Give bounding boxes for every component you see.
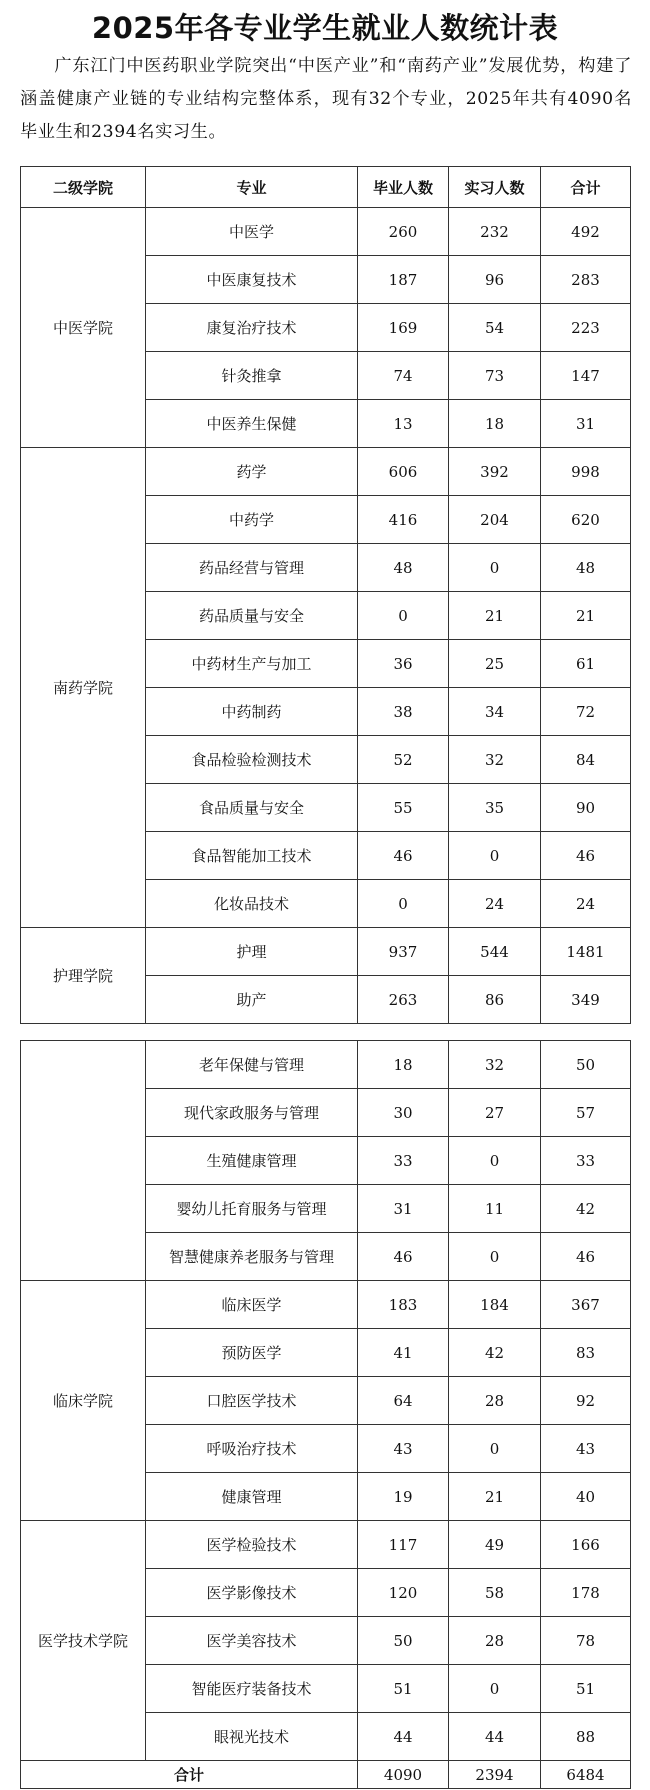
interns-cell: 27 [449, 1089, 541, 1137]
interns-cell: 204 [449, 496, 541, 544]
total-cell: 223 [541, 304, 631, 352]
total-cell: 50 [541, 1041, 631, 1089]
total-cell: 90 [541, 784, 631, 832]
major-cell: 口腔医学技术 [146, 1377, 358, 1425]
major-cell: 智慧健康养老服务与管理 [146, 1233, 358, 1281]
college-cell: 南药学院 [21, 448, 146, 928]
total-cell: 88 [541, 1713, 631, 1761]
interns-cell: 544 [449, 928, 541, 976]
graduates-cell: 55 [358, 784, 449, 832]
interns-cell: 34 [449, 688, 541, 736]
interns-cell: 18 [449, 400, 541, 448]
table-header-row [21, 167, 631, 208]
total-cell: 367 [541, 1281, 631, 1329]
major-cell: 中医康复技术 [146, 256, 358, 304]
total-cell: 46 [541, 832, 631, 880]
header-total: 合计 [541, 167, 631, 208]
total-cell: 492 [541, 208, 631, 256]
major-cell: 医学影像技术 [146, 1569, 358, 1617]
interns-cell: 58 [449, 1569, 541, 1617]
intro-paragraph [20, 50, 632, 149]
total-cell: 57 [541, 1089, 631, 1137]
table-row [21, 448, 631, 496]
major-cell: 智能医疗装备技术 [146, 1665, 358, 1713]
graduates-cell: 120 [358, 1569, 449, 1617]
header-college: 二级学院 [21, 167, 146, 208]
header-interns: 实习人数 [449, 167, 541, 208]
interns-cell: 86 [449, 976, 541, 1024]
college-cell: 医学技术学院 [21, 1521, 146, 1761]
major-cell: 健康管理 [146, 1473, 358, 1521]
total-cell: 1481 [541, 928, 631, 976]
interns-cell: 35 [449, 784, 541, 832]
total-cell: 72 [541, 688, 631, 736]
total-cell: 92 [541, 1377, 631, 1425]
graduates-cell: 260 [358, 208, 449, 256]
table-row [21, 208, 631, 256]
major-cell: 眼视光技术 [146, 1713, 358, 1761]
total-cell: 31 [541, 400, 631, 448]
total-interns: 2394 [449, 1761, 541, 1789]
major-cell: 食品质量与安全 [146, 784, 358, 832]
graduates-cell: 50 [358, 1617, 449, 1665]
total-cell: 147 [541, 352, 631, 400]
college-cell: 临床学院 [21, 1281, 146, 1521]
interns-cell: 32 [449, 1041, 541, 1089]
interns-cell: 49 [449, 1521, 541, 1569]
graduates-cell: 48 [358, 544, 449, 592]
total-cell: 42 [541, 1185, 631, 1233]
header-major: 专业 [146, 167, 358, 208]
major-cell: 现代家政服务与管理 [146, 1089, 358, 1137]
interns-cell: 42 [449, 1329, 541, 1377]
interns-cell: 232 [449, 208, 541, 256]
graduates-cell: 117 [358, 1521, 449, 1569]
total-cell: 78 [541, 1617, 631, 1665]
interns-cell: 28 [449, 1617, 541, 1665]
total-cell: 51 [541, 1665, 631, 1713]
major-cell: 呼吸治疗技术 [146, 1425, 358, 1473]
total-cell: 43 [541, 1425, 631, 1473]
graduates-cell: 19 [358, 1473, 449, 1521]
total-cell: 620 [541, 496, 631, 544]
major-cell: 老年保健与管理 [146, 1041, 358, 1089]
total-graduates: 4090 [358, 1761, 449, 1789]
graduates-cell: 416 [358, 496, 449, 544]
table-row [21, 1521, 631, 1569]
interns-cell: 0 [449, 1137, 541, 1185]
major-cell: 临床医学 [146, 1281, 358, 1329]
graduates-cell: 13 [358, 400, 449, 448]
major-cell: 生殖健康管理 [146, 1137, 358, 1185]
major-cell: 医学检验技术 [146, 1521, 358, 1569]
interns-cell: 0 [449, 1425, 541, 1473]
header-graduates: 毕业人数 [358, 167, 449, 208]
college-cell [21, 1041, 146, 1281]
page-title: 2025年各专业学生就业人数统计表 [91, 11, 559, 45]
table-body-part1 [21, 208, 631, 1024]
graduates-cell: 187 [358, 256, 449, 304]
major-cell: 中药学 [146, 496, 358, 544]
table-total-row [21, 1761, 631, 1789]
college-cell: 护理学院 [21, 928, 146, 1024]
employment-table-part2 [20, 1040, 631, 1789]
major-cell: 食品检验检测技术 [146, 736, 358, 784]
graduates-cell: 169 [358, 304, 449, 352]
interns-cell: 392 [449, 448, 541, 496]
major-cell: 护理 [146, 928, 358, 976]
major-cell: 食品智能加工技术 [146, 832, 358, 880]
graduates-cell: 30 [358, 1089, 449, 1137]
total-cell: 83 [541, 1329, 631, 1377]
interns-cell: 0 [449, 1233, 541, 1281]
graduates-cell: 44 [358, 1713, 449, 1761]
graduates-cell: 41 [358, 1329, 449, 1377]
table-row [21, 1041, 631, 1089]
major-cell: 中医养生保健 [146, 400, 358, 448]
interns-cell: 21 [449, 592, 541, 640]
employment-table-part1 [20, 166, 631, 1024]
major-cell: 助产 [146, 976, 358, 1024]
graduates-cell: 18 [358, 1041, 449, 1089]
interns-cell: 11 [449, 1185, 541, 1233]
interns-cell: 21 [449, 1473, 541, 1521]
major-cell: 药品质量与安全 [146, 592, 358, 640]
interns-cell: 73 [449, 352, 541, 400]
major-cell: 预防医学 [146, 1329, 358, 1377]
major-cell: 中药制药 [146, 688, 358, 736]
major-cell: 中药材生产与加工 [146, 640, 358, 688]
total-cell: 283 [541, 256, 631, 304]
major-cell: 婴幼儿托育服务与管理 [146, 1185, 358, 1233]
graduates-cell: 52 [358, 736, 449, 784]
total-cell: 61 [541, 640, 631, 688]
graduates-cell: 0 [358, 880, 449, 928]
interns-cell: 96 [449, 256, 541, 304]
graduates-cell: 51 [358, 1665, 449, 1713]
table-row [21, 928, 631, 976]
total-label: 合计 [21, 1761, 358, 1789]
interns-cell: 0 [449, 832, 541, 880]
major-cell: 针灸推拿 [146, 352, 358, 400]
total-cell: 998 [541, 448, 631, 496]
graduates-cell: 33 [358, 1137, 449, 1185]
graduates-cell: 263 [358, 976, 449, 1024]
graduates-cell: 43 [358, 1425, 449, 1473]
graduates-cell: 46 [358, 1233, 449, 1281]
graduates-cell: 36 [358, 640, 449, 688]
total-cell: 40 [541, 1473, 631, 1521]
intro-text: 广东江门中医药职业学院突出“中医产业”和“南药产业”发展优势，构建了涵盖健康产业链的专业结构完整体系，现有32个专业，2025年共有4090名毕业生和2394名实习生。 [20, 56, 632, 142]
total-cell: 21 [541, 592, 631, 640]
major-cell: 中医学 [146, 208, 358, 256]
interns-cell: 25 [449, 640, 541, 688]
graduates-cell: 38 [358, 688, 449, 736]
total-cell: 24 [541, 880, 631, 928]
graduates-cell: 0 [358, 592, 449, 640]
total-cell: 48 [541, 544, 631, 592]
interns-cell: 24 [449, 880, 541, 928]
major-cell: 化妆品技术 [146, 880, 358, 928]
interns-cell: 184 [449, 1281, 541, 1329]
total-sum: 6484 [541, 1761, 631, 1789]
table-row [21, 1281, 631, 1329]
total-cell: 33 [541, 1137, 631, 1185]
graduates-cell: 183 [358, 1281, 449, 1329]
interns-cell: 54 [449, 304, 541, 352]
major-cell: 药品经营与管理 [146, 544, 358, 592]
college-cell: 中医学院 [21, 208, 146, 448]
major-cell: 医学美容技术 [146, 1617, 358, 1665]
major-cell: 药学 [146, 448, 358, 496]
interns-cell: 0 [449, 1665, 541, 1713]
graduates-cell: 74 [358, 352, 449, 400]
interns-cell: 32 [449, 736, 541, 784]
graduates-cell: 937 [358, 928, 449, 976]
total-cell: 349 [541, 976, 631, 1024]
total-cell: 178 [541, 1569, 631, 1617]
major-cell: 康复治疗技术 [146, 304, 358, 352]
total-cell: 84 [541, 736, 631, 784]
interns-cell: 0 [449, 544, 541, 592]
graduates-cell: 31 [358, 1185, 449, 1233]
graduates-cell: 46 [358, 832, 449, 880]
total-cell: 166 [541, 1521, 631, 1569]
graduates-cell: 64 [358, 1377, 449, 1425]
interns-cell: 44 [449, 1713, 541, 1761]
total-cell: 46 [541, 1233, 631, 1281]
interns-cell: 28 [449, 1377, 541, 1425]
graduates-cell: 606 [358, 448, 449, 496]
table-body-part2 [21, 1041, 631, 1789]
